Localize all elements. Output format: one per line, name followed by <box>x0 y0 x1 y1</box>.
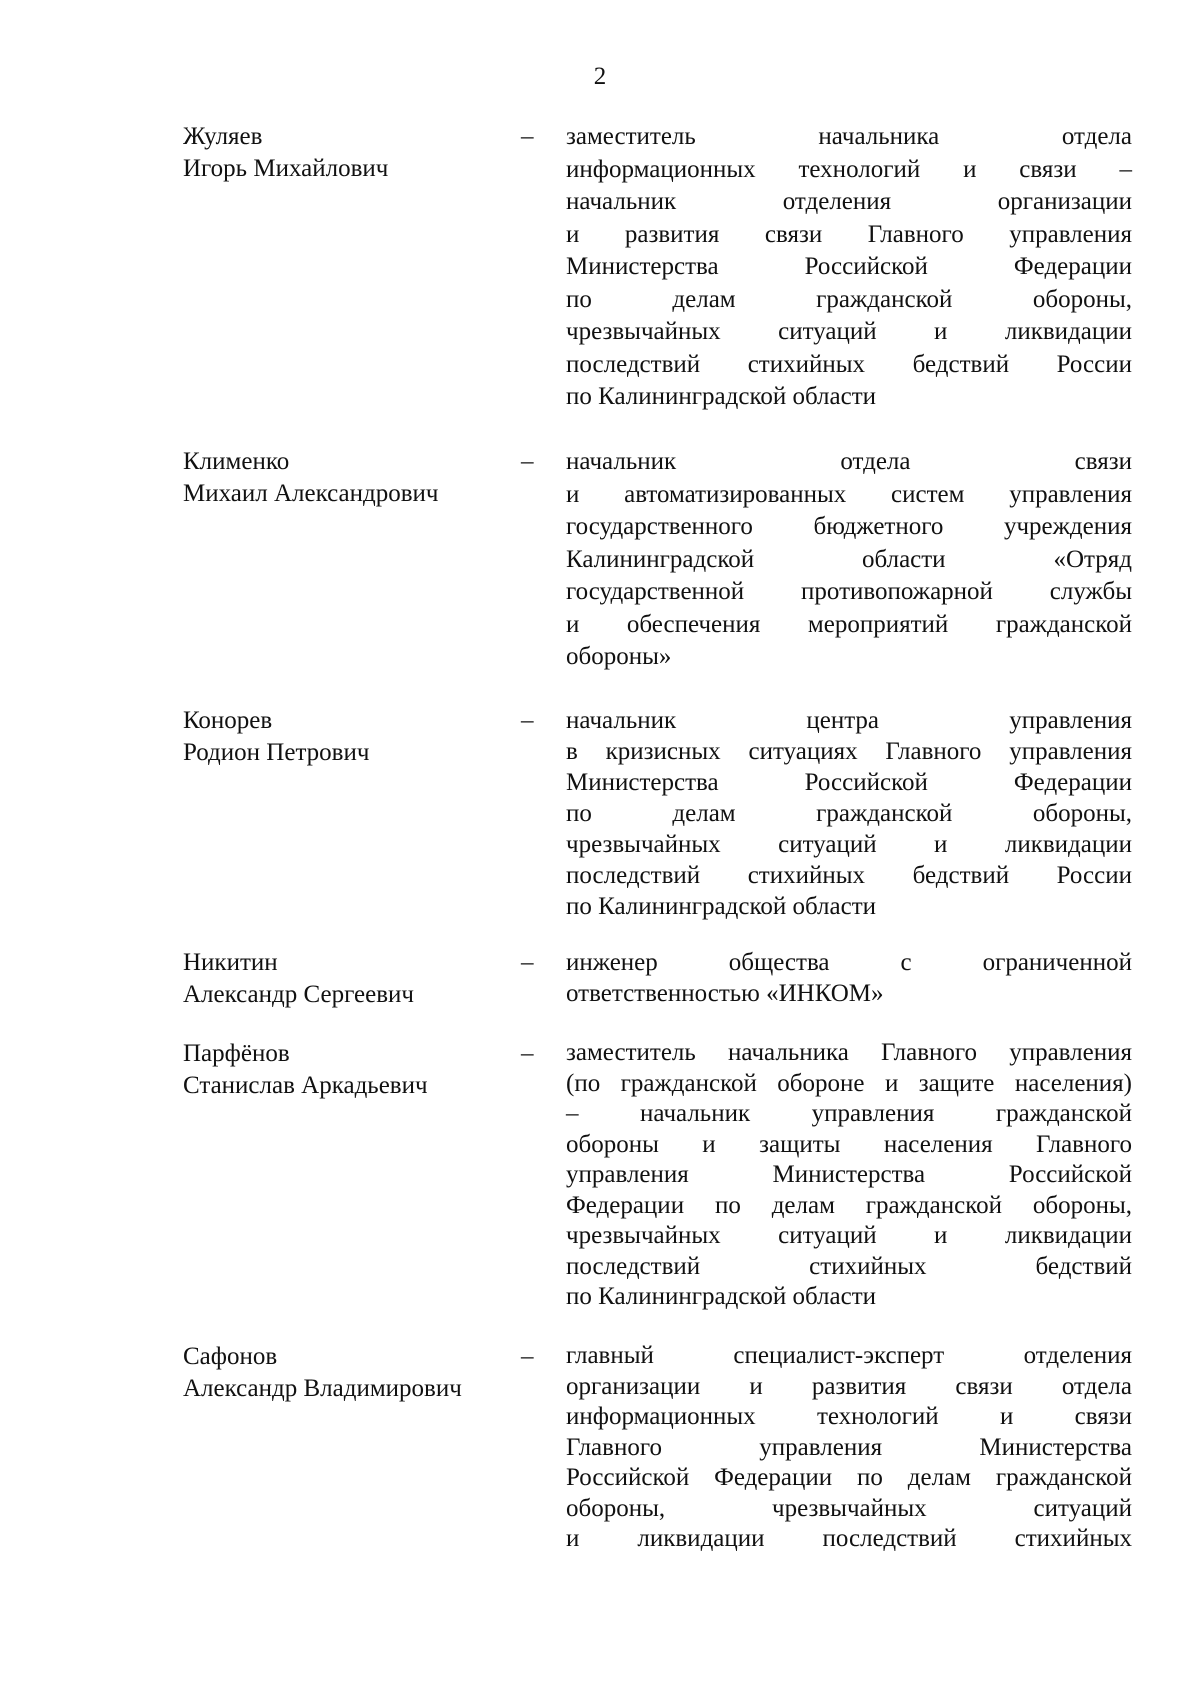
position-line: – начальник управления гражданской <box>566 1100 1132 1127</box>
position-line: (по гражданской обороне и защите населения) <box>566 1069 1132 1097</box>
member-name <box>183 1038 513 1102</box>
position-line: чрезвычайных ситуаций и ликвидации <box>566 831 1132 858</box>
member-given-names: Родион Петрович <box>183 739 370 766</box>
position-line: последствий стихийных бедствий России <box>566 862 1132 889</box>
position-line: последствий стихийных бедствий России <box>566 350 1132 378</box>
separator-dash: – <box>521 1040 534 1067</box>
position-line: управления Министерства Российской <box>566 1161 1132 1188</box>
position-line: заместитель начальника Главного управления <box>566 1039 1132 1066</box>
position-line: Министерства Российской Федерации <box>566 769 1132 796</box>
position-line: Российской Федерации по делам гражданской <box>566 1464 1132 1491</box>
position-line: начальник отделения организации <box>566 188 1132 215</box>
position-line: по Калининградской области <box>566 893 877 920</box>
position-line: Министерства Российской Федерации <box>566 253 1132 280</box>
member-position <box>566 947 1132 1009</box>
position-line: по Калининградской области <box>566 383 877 410</box>
position-line: последствий стихийных бедствий <box>566 1252 1132 1280</box>
position-line: по делам гражданской обороны, <box>566 800 1132 827</box>
position-line: по Калининградской области <box>566 1283 877 1310</box>
page-number: 2 <box>593 63 607 90</box>
member-name <box>183 1341 513 1405</box>
member-position <box>566 1341 1132 1555</box>
position-line: государственного бюджетного учреждения <box>566 513 1132 540</box>
position-line: начальник центра управления <box>566 707 1132 734</box>
member-surname: Клименко <box>183 448 290 475</box>
member-position <box>566 1038 1132 1313</box>
member-given-names: Александр Владимирович <box>183 1375 462 1402</box>
position-line: ответственностью «ИНКОМ» <box>566 980 884 1007</box>
member-surname: Парфёнов <box>183 1040 290 1067</box>
member-position <box>566 705 1132 922</box>
member-surname: Жуляев <box>183 123 263 150</box>
member-given-names: Михаил Александрович <box>183 480 439 507</box>
position-line: организации и развития связи отдела <box>566 1372 1132 1400</box>
position-line: главный специалист-эксперт отделения <box>566 1342 1132 1369</box>
position-line: чрезвычайных ситуаций и ликвидации <box>566 318 1132 345</box>
separator-dash: – <box>521 949 534 976</box>
member-given-names: Александр Сергеевич <box>183 981 414 1008</box>
member-surname: Конорев <box>183 707 273 734</box>
position-line: и ликвидации последствий стихийных <box>566 1525 1132 1552</box>
member-position <box>566 121 1132 414</box>
position-line: обороны, чрезвычайных ситуаций <box>566 1494 1132 1522</box>
member-name <box>183 446 513 510</box>
position-line: и автоматизированных систем управления <box>566 480 1132 508</box>
position-line: Калининградской области «Отряд <box>566 545 1132 573</box>
member-name <box>183 947 513 1011</box>
member-surname: Сафонов <box>183 1343 278 1370</box>
position-line: инженер общества с ограниченной <box>566 949 1132 976</box>
position-line: обороны» <box>566 643 672 670</box>
position-line: в кризисных ситуациях Главного управления <box>566 738 1132 765</box>
member-surname: Никитин <box>183 949 278 976</box>
position-line: по делам гражданской обороны, <box>566 285 1132 313</box>
position-line: информационных технологий и связи <box>566 1403 1132 1430</box>
position-line: обороны и защиты населения Главного <box>566 1130 1132 1158</box>
position-line: государственной противопожарной службы <box>566 578 1132 605</box>
position-line: начальник отдела связи <box>566 448 1132 475</box>
position-line: и обеспечения мероприятий гражданской <box>566 610 1132 638</box>
member-name <box>183 705 513 769</box>
position-line: Главного управления Министерства <box>566 1433 1132 1461</box>
position-line: чрезвычайных ситуаций и ликвидации <box>566 1222 1132 1249</box>
position-line: и развития связи Главного управления <box>566 220 1132 248</box>
member-name <box>183 121 513 185</box>
separator-dash: – <box>521 448 534 475</box>
position-line: информационных технологий и связи – <box>566 155 1132 183</box>
member-given-names: Игорь Михайлович <box>183 155 389 182</box>
position-line: заместитель начальника отдела <box>566 123 1132 150</box>
member-position <box>566 446 1132 674</box>
member-given-names: Станислав Аркадьевич <box>183 1072 428 1099</box>
position-line: Федерации по делам гражданской обороны, <box>566 1191 1132 1219</box>
separator-dash: – <box>521 707 534 734</box>
separator-dash: – <box>521 1343 534 1370</box>
separator-dash: – <box>521 123 534 150</box>
